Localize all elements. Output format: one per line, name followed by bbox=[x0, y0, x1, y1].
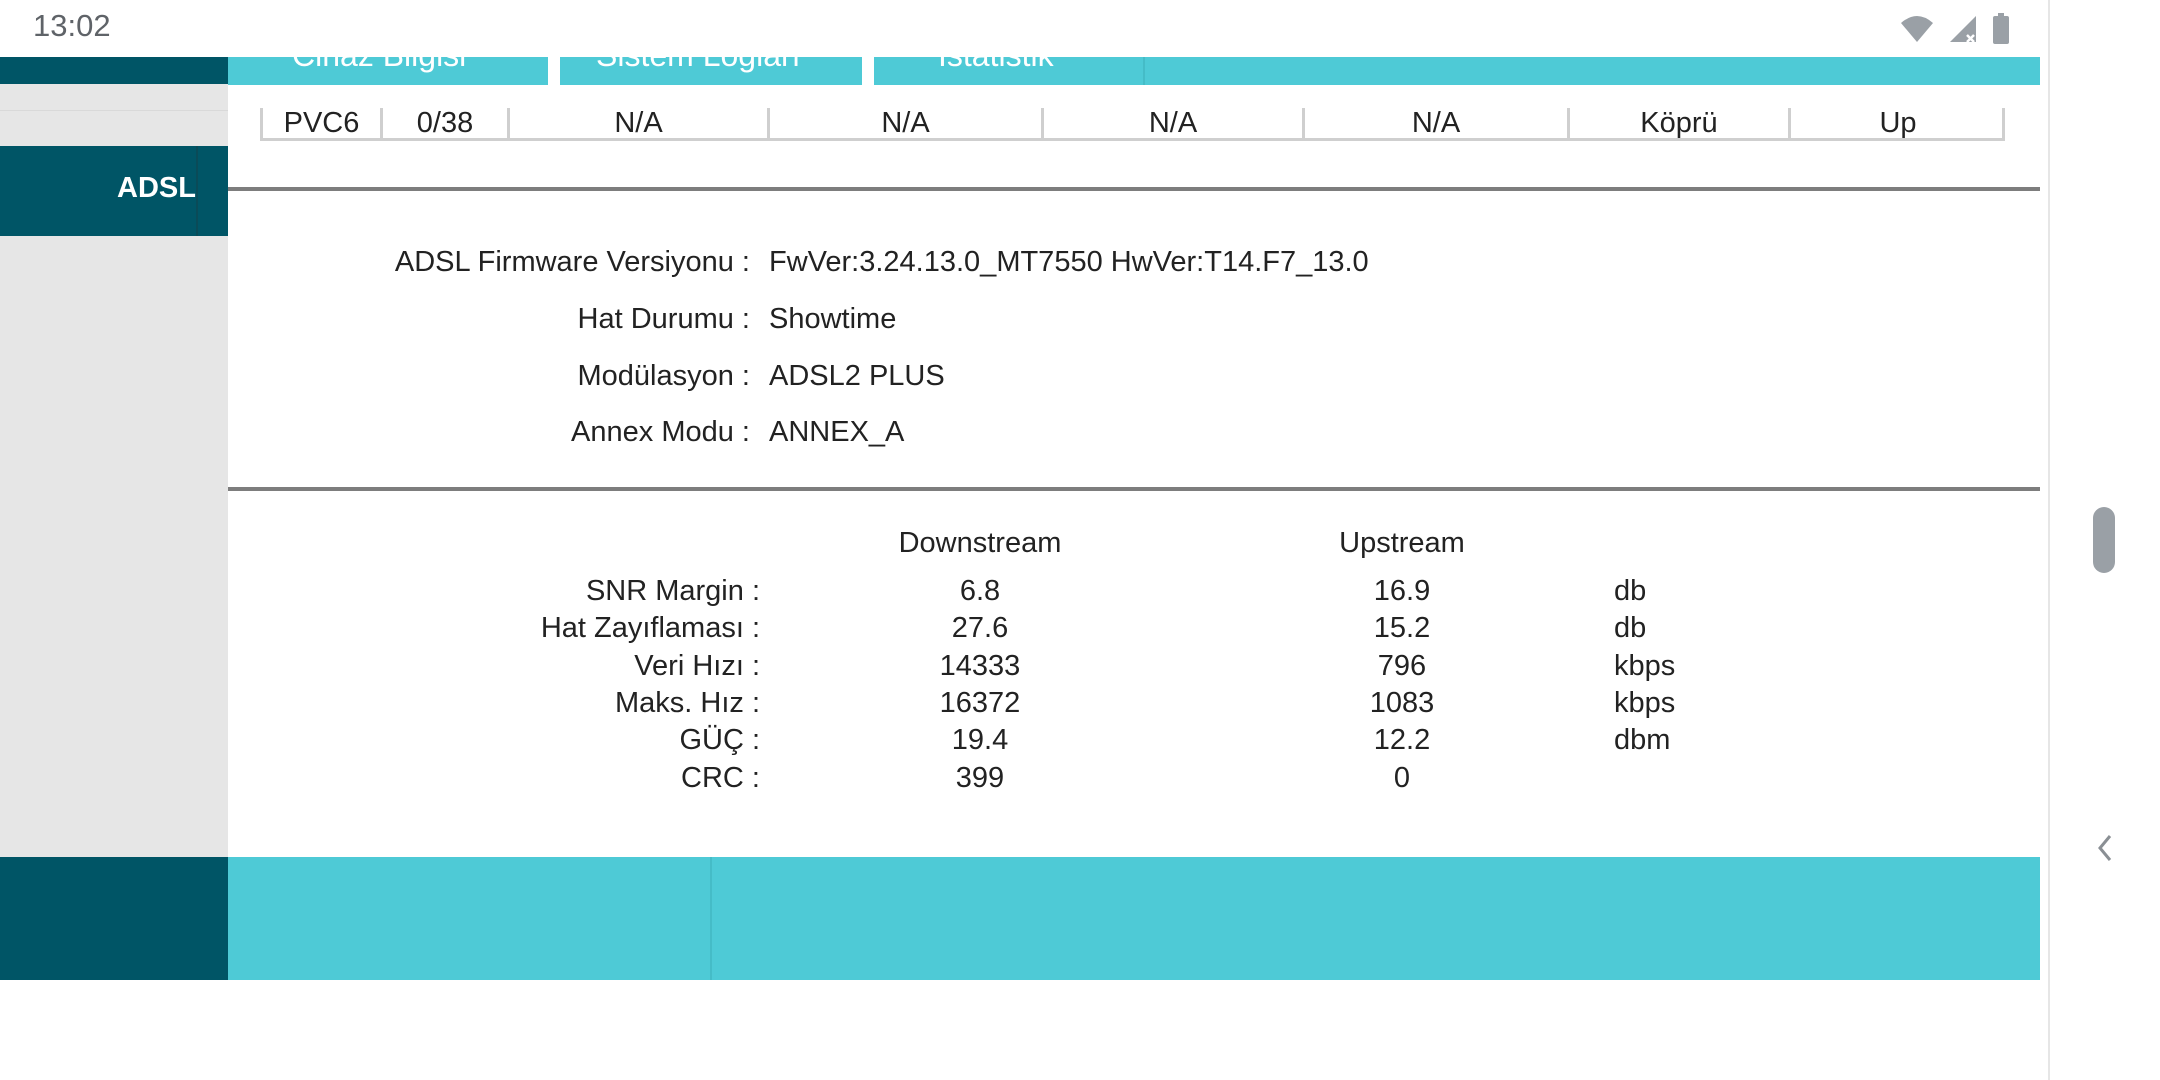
upstream-header: Upstream bbox=[1339, 527, 1465, 559]
pvc-table-row bbox=[260, 108, 2005, 141]
pvc-cell: N/A bbox=[1148, 107, 1198, 139]
pvc-cell: Up bbox=[1879, 107, 1917, 139]
snr-margin-down: 6.8 bbox=[959, 575, 1001, 607]
tab-statistics[interactable] bbox=[874, 37, 1158, 85]
pvc-cell: Köprü bbox=[1640, 107, 1718, 139]
snr-margin-unit: db bbox=[1614, 575, 1647, 607]
router-page bbox=[0, 37, 2040, 1080]
section-divider bbox=[228, 187, 2040, 191]
max-rate-unit: kbps bbox=[1614, 687, 1676, 719]
power-label: GÜÇ : bbox=[679, 724, 760, 756]
firmware-value: FwVer:3.24.13.0_MT7550 HwVer:T14.F7_13.0 bbox=[769, 246, 1369, 278]
attenuation-label: Hat Zayıflaması : bbox=[540, 612, 760, 644]
pvc-cell: N/A bbox=[1411, 107, 1461, 139]
pvc-cell: PVC6 bbox=[283, 107, 360, 139]
pvc-cell: N/A bbox=[614, 107, 663, 139]
attenuation-up: 15.2 bbox=[1373, 612, 1431, 644]
pvc-cell: N/A bbox=[881, 107, 930, 139]
annex-mode-value: ANNEX_A bbox=[769, 416, 905, 448]
nav-separator bbox=[548, 57, 560, 85]
wifi-icon bbox=[1900, 15, 1934, 43]
line-status-label: Hat Durumu : bbox=[577, 303, 750, 335]
attenuation-unit: db bbox=[1614, 612, 1647, 644]
tab-statistics-label: İstatistik bbox=[938, 37, 1054, 73]
modulation-value: ADSL2 PLUS bbox=[769, 360, 945, 392]
data-rate-up: 796 bbox=[1377, 650, 1427, 682]
pvc-cell: 0/38 bbox=[416, 107, 474, 139]
attenuation-down: 27.6 bbox=[951, 612, 1009, 644]
power-down: 19.4 bbox=[951, 724, 1009, 756]
footer-bar bbox=[228, 857, 2040, 980]
data-rate-label: Veri Hızı : bbox=[634, 650, 760, 682]
tab-system-logs-label: Sistem Logları bbox=[596, 37, 801, 73]
data-rate-down: 14333 bbox=[939, 650, 1021, 682]
scrollbar-thumb[interactable] bbox=[2093, 507, 2115, 573]
status-time: 13:02 bbox=[33, 8, 111, 43]
signal-icon bbox=[1948, 14, 1978, 44]
tab-system-logs[interactable] bbox=[560, 37, 862, 85]
sidebar-divider bbox=[0, 110, 228, 111]
tab-device-info[interactable] bbox=[228, 37, 548, 85]
status-icons bbox=[1900, 10, 2010, 48]
data-rate-unit: kbps bbox=[1614, 650, 1676, 682]
power-up: 12.2 bbox=[1373, 724, 1431, 756]
firmware-label: ADSL Firmware Versiyonu : bbox=[394, 246, 750, 278]
max-rate-down: 16372 bbox=[939, 687, 1021, 719]
section-divider bbox=[228, 487, 2040, 491]
battery-icon bbox=[1992, 13, 2010, 45]
nav-separator bbox=[1143, 57, 1145, 85]
max-rate-up: 1083 bbox=[1369, 687, 1435, 719]
power-unit: dbm bbox=[1614, 724, 1671, 756]
annex-mode-label: Annex Modu : bbox=[571, 416, 750, 448]
max-rate-label: Maks. Hız : bbox=[614, 687, 760, 719]
sidebar-top-block bbox=[0, 57, 228, 84]
line-status-value: Showtime bbox=[769, 303, 897, 335]
downstream-header: Downstream bbox=[898, 527, 1062, 559]
tab-device-info-label: Cihaz Bilgisi bbox=[292, 37, 467, 73]
footer-left-block bbox=[0, 857, 228, 980]
chevron-left-icon[interactable] bbox=[2092, 830, 2118, 866]
crc-down: 399 bbox=[955, 762, 1005, 794]
crc-label: CRC : bbox=[681, 762, 760, 794]
snr-margin-up: 16.9 bbox=[1373, 575, 1431, 607]
nav-separator bbox=[862, 57, 874, 85]
modulation-label: Modülasyon : bbox=[577, 360, 750, 392]
crc-up: 0 bbox=[1393, 762, 1411, 794]
snr-margin-label: SNR Margin : bbox=[585, 575, 760, 607]
sidebar-item-adsl-label: ADSL bbox=[117, 172, 196, 204]
sidebar-item-adsl[interactable] bbox=[0, 146, 228, 236]
